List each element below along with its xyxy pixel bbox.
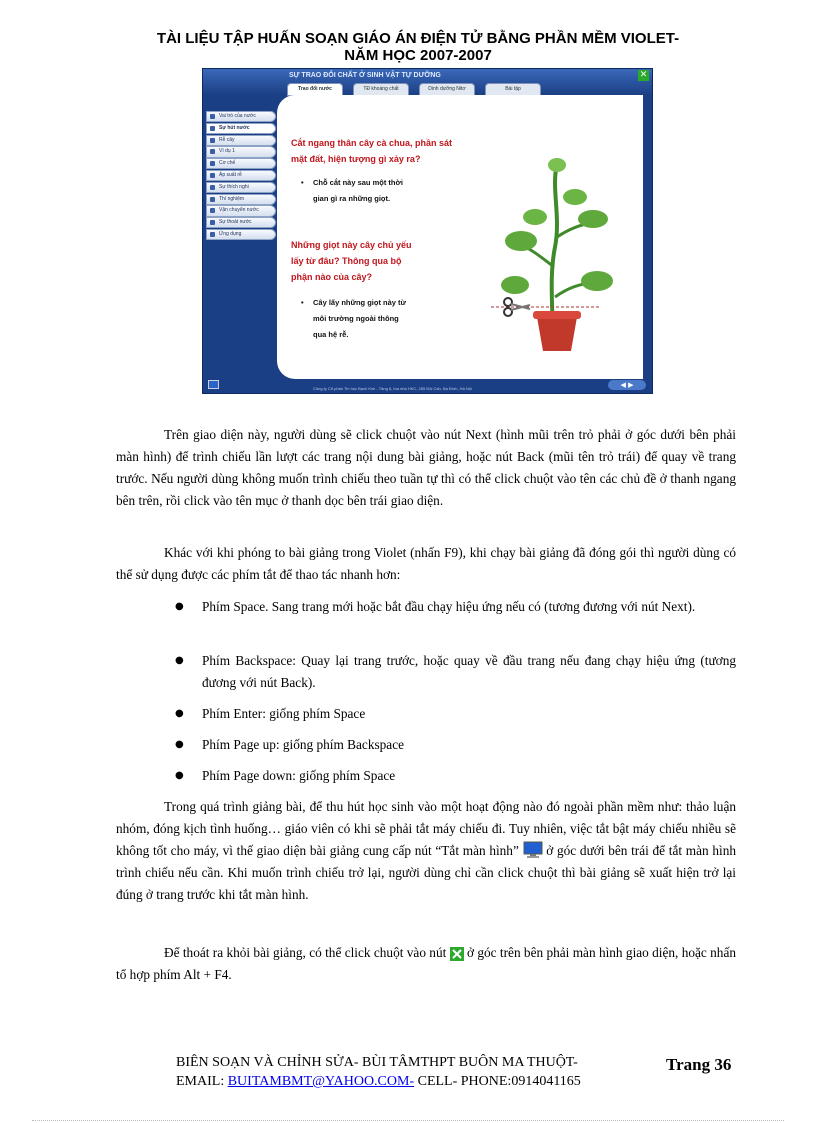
paragraph-3-start: Trong quá trình giảng bài, để thu hút học sinh vào một hoạt động nào đó ngoài phần mềm như: thảo luận nhóm, đóng kịch tình huống… giáo viên có khi sẽ phải tắt máy chiếu đi. Tuy nhiên, việc tắt bật máy chiếu nhiều sẽ không tốt cho máy, vì thế giao diện bài giảng cung cấp nút “Tắt màn hình” <box>116 799 736 858</box>
answer-1 <box>301 175 403 207</box>
list-item-text: Phím Enter: giống phím Space <box>202 706 366 721</box>
question-2-line: lấy từ đâu? Thông qua bộ <box>291 256 402 266</box>
page-number: Trang 36 <box>666 1055 732 1074</box>
menu-item[interactable]: Rễ cây <box>206 135 276 146</box>
document-header <box>100 30 736 64</box>
list-item <box>175 765 736 787</box>
scissors-icon <box>503 297 531 317</box>
answer-2-line: môi trường ngoài thông <box>313 314 399 323</box>
bullet-icon: ● <box>175 655 184 666</box>
plant-illustration <box>491 157 621 355</box>
paragraph-1: Trên giao diện này, người dùng sẽ click chuột vào nút Next (hình mũi trên trỏ phải ở góc dưới bên phải màn hình) để trình chiếu lần lượt các trang nội dung bài giảng, hoặc nút Back (mũi tên trỏ trái) để quay về trang trước. Nếu người dùng không muốn trình chiếu theo tuần tự thì có thể click chuột vào tên các chủ đề ở thanh ngang bên trên, rồi click vào tên mục ở thanh dọc bên trái giao diện. <box>116 427 736 508</box>
tab-dinh-duong-nito[interactable]: Dinh dưỡng Nitơ <box>419 83 475 96</box>
tab-trao-doi-nuoc[interactable]: Trao đổi nước <box>287 83 343 96</box>
menu-item[interactable]: Thí nghiệm <box>206 194 276 205</box>
question-1-line: Cắt ngang thân cây cà chua, phần sát <box>291 138 453 148</box>
document-footer <box>176 1053 581 1091</box>
header-line-1: TÀI LIỆU TẬP HUẤN SOẠN GIÁO ÁN ĐIỆN TỬ BẰNG PHẦN MỀM VIOLET- <box>156 30 680 47</box>
menu-item[interactable]: Ví dụ 1 <box>206 146 276 157</box>
list-item <box>175 734 736 756</box>
answer-2 <box>301 295 406 343</box>
exit-icon <box>450 947 464 961</box>
screen-off-icon[interactable] <box>208 380 219 389</box>
close-icon[interactable]: ✕ <box>639 70 648 80</box>
menu-item[interactable]: Ứng dụng <box>206 229 276 240</box>
bullet-icon: ● <box>175 770 184 781</box>
lesson-screenshot <box>202 68 653 394</box>
list-item-text: Phím Page up: giống phím Backspace <box>202 737 405 752</box>
answer-1-line: gian gì ra những giọt. <box>313 194 391 203</box>
paragraph-4-end: ở góc trên bên phải màn hình giao diện, hoặc nhấn tổ hợp phím Alt + F4. <box>116 945 737 982</box>
email-label: EMAIL: <box>176 1074 225 1089</box>
bullet-icon: ● <box>175 708 184 719</box>
menu-item[interactable]: Sự hút nước <box>206 123 276 134</box>
answer-1-line: • Chỗ cắt này sau một thời <box>313 178 403 187</box>
list-item-text: Phím Backspace: Quay lại trang trước, hoặc quay về đầu trang nếu đang chạy hiệu ứng (tương đương với nút Back). <box>202 653 736 690</box>
lesson-footer: Công ty Cổ phần Tin học Bạch Kim - Tầng 6, tòa nhà HKC, 285 Đội Cấn, Ba Đình, Hà Nội <box>313 386 472 391</box>
lesson-side-menu <box>206 111 276 241</box>
lesson-title: SỰ TRAO ĐỔI CHẤT Ở SINH VẬT TỰ DƯỠNG <box>289 72 441 79</box>
email-link[interactable]: BUITAMBMT@YAHOO.COM- <box>227 1074 415 1089</box>
list-item-text: Phím Space. Sang trang mới hoặc bắt đầu chạy hiệu ứng nếu có (tương đương với nút Next). <box>202 599 696 614</box>
bullet-icon: ● <box>175 739 184 750</box>
menu-item[interactable]: Sự thích nghi <box>206 182 276 193</box>
paragraph-4-start: Để thoát ra khỏi bài giảng, có thể click chuột vào nút <box>164 945 447 960</box>
question-2 <box>291 237 412 285</box>
question-2-line: Những giọt này cây chủ yếu <box>291 240 412 250</box>
menu-item[interactable]: Vai trò của nước <box>206 111 276 122</box>
question-2-line: phận nào của cây? <box>291 272 373 282</box>
back-next-buttons[interactable]: ◀ ▶ <box>608 380 646 390</box>
paragraph-3-end: ở góc dưới bên trái để tắt màn hình trình chiếu nếu cần. Khi muốn trình chiếu trở lại, người dùng chỉ cần click chuột thì bài giảng sẽ xuất hiện trở lại đúng ở trang trước khi tắt màn hình. <box>116 843 736 902</box>
lesson-content <box>277 95 643 379</box>
list-item <box>175 596 736 618</box>
menu-item[interactable]: Cơ chế <box>206 158 276 169</box>
footer-line-1: BIÊN SOẠN VÀ CHỈNH SỬA- BÙI TÂMTHPT BUÔN MA THUỘT- <box>176 1055 578 1070</box>
page-divider <box>32 1120 784 1121</box>
answer-2-line: qua hệ rễ. <box>313 330 349 339</box>
list-item <box>175 650 736 694</box>
header-line-2: NĂM HỌC 2007-2007 <box>344 47 492 64</box>
menu-item[interactable]: Sự thoát nước <box>206 217 276 228</box>
paragraph-2: Khác với khi phóng to bài giảng trong Violet (nhấn F9), khi chạy bài giảng đã đóng gói thì người dùng có thể sử dụng được các phím tắt để thao tác nhanh hơn: <box>116 545 736 582</box>
question-1 <box>291 135 452 167</box>
monitor-icon <box>523 841 543 859</box>
list-item <box>175 703 736 725</box>
paragraph-3 <box>116 796 736 906</box>
paragraph-4 <box>116 942 736 986</box>
menu-item[interactable]: Vận chuyển nước <box>206 205 276 216</box>
bullet-icon: ● <box>175 601 184 612</box>
phone-text: CELL- PHONE:0914041165 <box>417 1074 581 1089</box>
question-1-line: mặt đất, hiện tượng gì xảy ra? <box>291 154 421 164</box>
tab-khoang-chat[interactable]: TĐ khoáng chất <box>353 83 409 96</box>
footer-line-2 <box>176 1072 581 1091</box>
answer-2-line: • Cây lấy những giọt này từ <box>313 298 406 307</box>
list-item-text: Phím Page down: giống phím Space <box>202 768 396 783</box>
tab-bai-tap[interactable]: Bài tập <box>485 83 541 96</box>
menu-item[interactable]: Áp suất rễ <box>206 170 276 181</box>
